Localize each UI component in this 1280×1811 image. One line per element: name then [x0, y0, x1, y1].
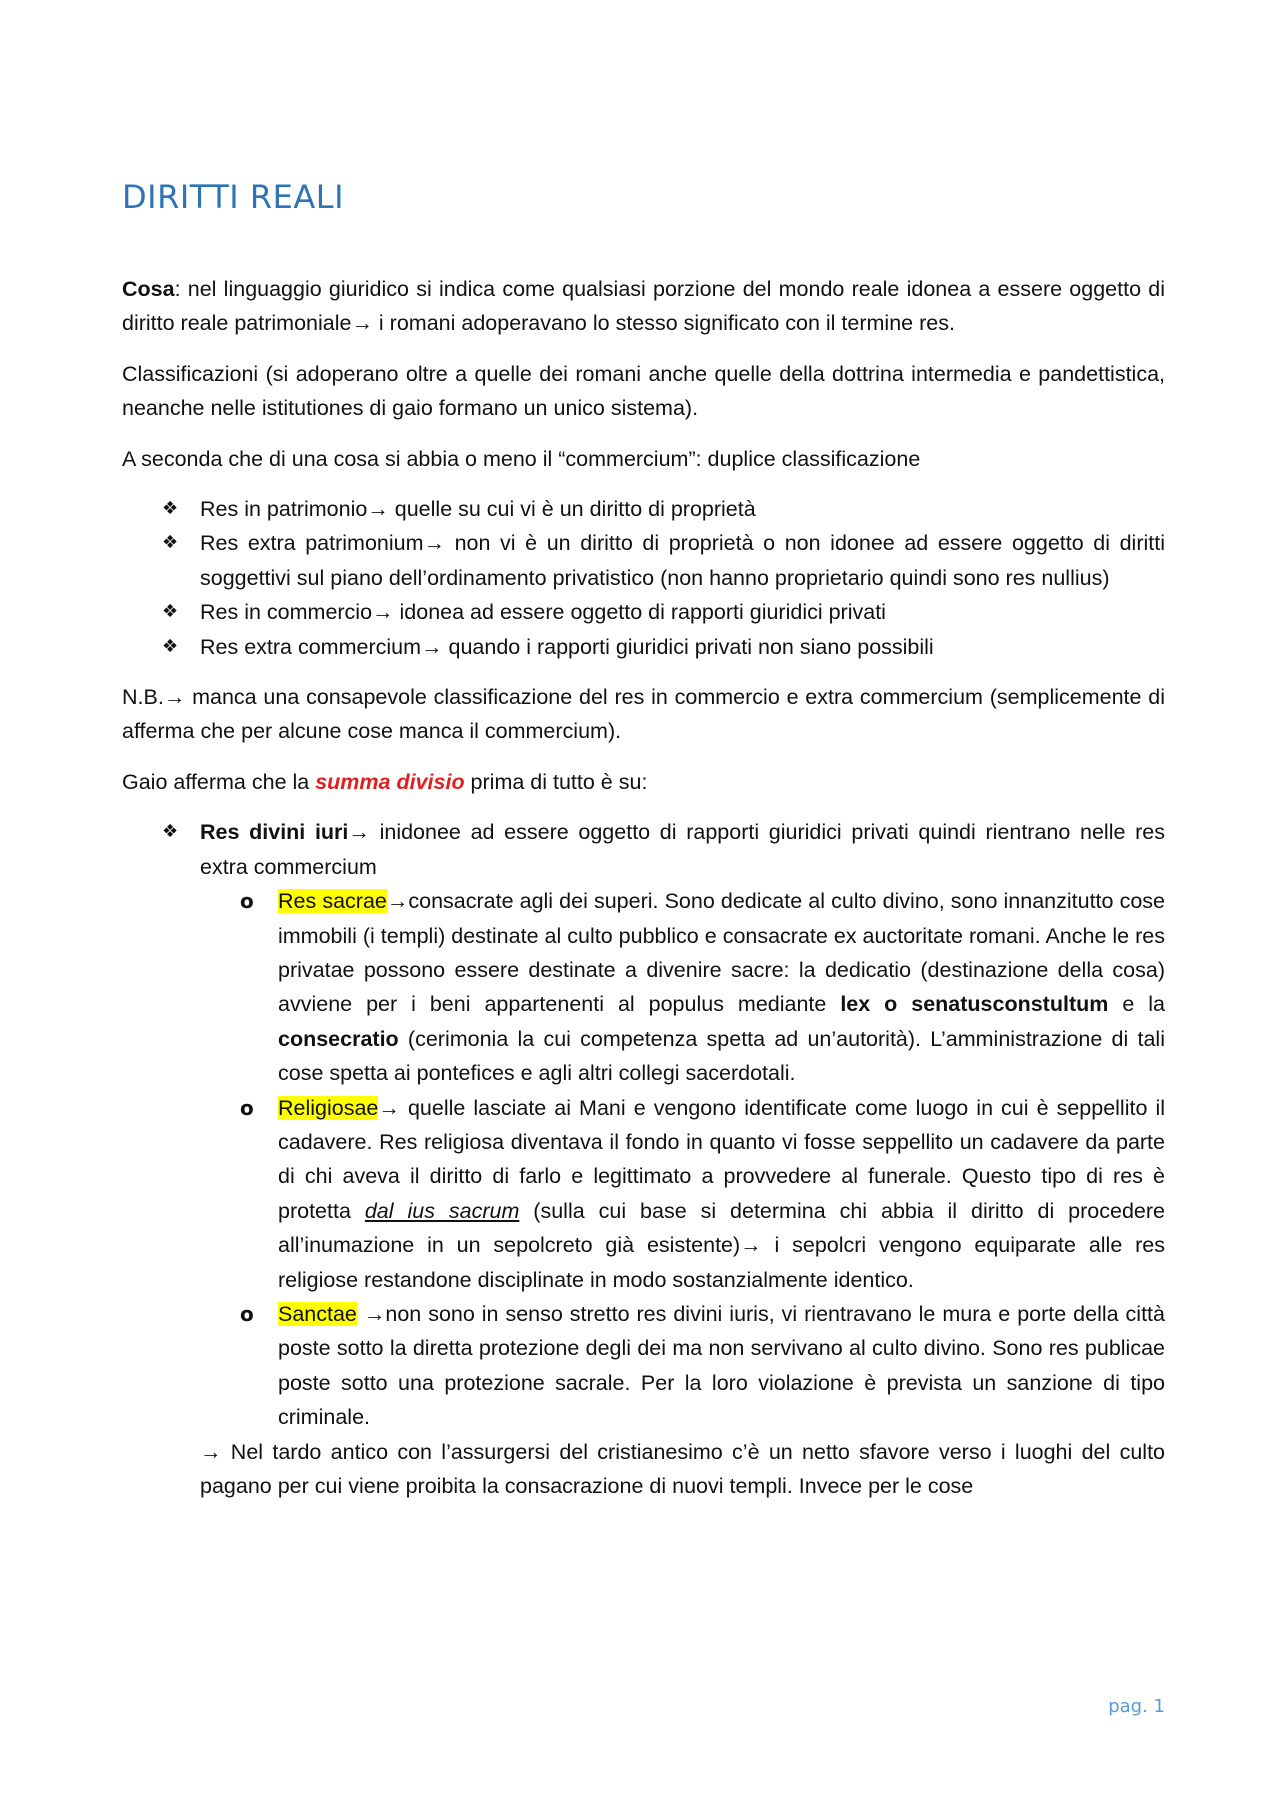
paragraph-gaio: Gaio afferma che la summa divisio prima di tutto è su: [122, 769, 648, 794]
sublist-item-religiosae: o Religiosae→ quelle lasciate ai Mani e vengono identificate come luogo in cui è seppellito il cadavere. Res religiosa diventava il fondo in quanto vi fosse seppellito un cadavere da parte di chi aveva il diritto di farlo e legittimato a provvedere al funerale. Questo tipo di res è protetta dal ius sacrum (sulla cui base si determina chi abbia il diritto di procedere all’inumazione in un sepolcreto già esistente)→ i sepolcri vengono equiparate alle res religiose restandone disciplinate in modo sostanzialmente identico. [122, 1091, 1165, 1297]
circle-bullet-icon: o [240, 1095, 254, 1120]
circle-bullet-icon: o [240, 1301, 254, 1326]
highlight-sanctae: Sanctae [278, 1301, 357, 1326]
list-item: ❖ Res extra commercium→ quando i rapporti giuridici privati non siano possibili [122, 630, 1165, 664]
paragraph-cosa: Cosa: nel linguaggio giuridico si indica come qualsiasi porzione del mondo reale idonea a essere oggetto di diritto reale patrimoniale→ i romani adoperavano lo stesso significato con il termine res. [122, 277, 1165, 336]
highlight-religiosae: Religiosae [278, 1095, 379, 1120]
diamond-bullet-icon: ❖ [162, 498, 179, 520]
diamond-bullet-icon: ❖ [162, 635, 179, 657]
summa-divisio-emphasis: summa divisio [315, 769, 465, 794]
paragraph-nb: N.B.→ manca una consapevole classificazione del res in commercio e extra commercium (semplicemente di afferma che per alcune cose manca il commercium). [122, 685, 1165, 744]
list-item-res-divini: ❖ Res divini iuri→ inidonee ad essere oggetto di rapporti giuridici privati quindi rientrano nelle res extra commercium [122, 815, 1165, 884]
term-cosa: Cosa [122, 277, 175, 301]
document-body [122, 272, 1165, 1503]
paragraph-tardo-antico: → Nel tardo antico con l’assurgersi del cristianesimo c’è un netto sfavore verso i luoghi del culto pagano per cui viene proibita la consacrazione di nuovi templi. Invece per le cose [200, 1439, 1165, 1498]
divini-list [122, 815, 1165, 884]
sublist-item-sacrae: o Res sacrae→consacrate agli dei superi. Sono dedicate al culto divino, sono innanzitutto cose immobili (i templi) destinate al culto pubblico e consacrate ex auctoritate romani. Anche le res privatae possono essere destinate a divenire sacre: la dedicatio (destinazione della cosa) avviene per i beni appartenenti al populus mediante lex o senatusconstultum e la consecratio (cerimonia la cui competenza spetta ad un’autorità). L’amministrazione di tali cose spetta ai pontefices e agli altri collegi sacerdotali. [122, 884, 1165, 1090]
list-item: ❖ Res extra patrimonium→ non vi è un diritto di proprietà o non idonee ad essere oggetto di diritti soggettivi sul piano dell’ordinamento privatistico (non hanno proprietario quindi sono res nullius) [122, 526, 1165, 595]
diamond-bullet-icon: ❖ [162, 532, 179, 554]
classification-list [122, 492, 1165, 664]
page-number: pag. 1 [1108, 1696, 1165, 1717]
ius-sacrum-emphasis: dal ius sacrum [364, 1198, 520, 1223]
page-title: DIRITTI REALI [122, 178, 344, 216]
diamond-bullet-icon: ❖ [162, 821, 179, 843]
divini-sublist [122, 884, 1165, 1435]
circle-bullet-icon: o [240, 889, 254, 914]
paragraph-commercium: A seconda che di una cosa si abbia o meno il “commercium”: duplice classificazione [122, 446, 921, 471]
highlight-res-sacrae: Res sacrae [278, 889, 387, 914]
paragraph-classificazioni: Classificazioni (si adoperano oltre a quelle dei romani anche quelle della dottrina intermedia e pandettistica, neanche nelle istitutiones di gaio formano un unico sistema). [122, 361, 1165, 421]
diamond-bullet-icon: ❖ [162, 601, 179, 623]
list-item: ❖ Res in patrimonio→ quelle su cui vi è un diritto di proprietà [122, 492, 1165, 526]
list-item: ❖ Res in commercio→ idonea ad essere oggetto di rapporti giuridici privati [122, 595, 1165, 629]
sublist-item-sanctae: o Sanctae →non sono in senso stretto res divini iuris, vi rientravano le mura e porte della città poste sotto la diretta protezione degli dei ma non servivano al culto divino. Sono res publicae poste sotto una protezione sacrale. Per la loro violazione è prevista un sanzione di tipo criminale. [122, 1297, 1165, 1435]
